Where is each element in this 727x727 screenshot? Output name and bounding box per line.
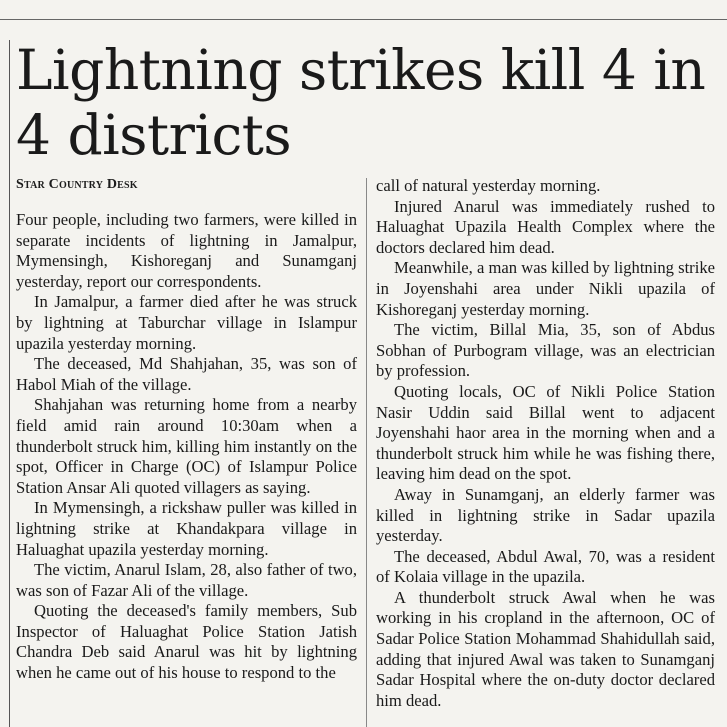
article-column-left [16,210,357,684]
left-column-rule [9,40,10,727]
paragraph: Away in Sunamganj, an elderly farmer was killed in lightning strike in Sadar upazila yesterday. [376,484,715,546]
column-divider [366,178,367,727]
paragraph: Quoting the deceased's family members, Sub Inspector of Haluaghat Police Station Jatish Chandra Deb said Anarul was hit by lightning when he came out of his house to respond to the [16,601,357,683]
byline: Star Country Desk [16,177,138,192]
paragraph: In Jamalpur, a farmer died after he was struck by lightning at Taburchar village in Islampur upazila yesterday morning. [16,292,357,353]
paragraph: Quoting locals, OC of Nikli Police Station Nasir Uddin said Billal went to adjacent Joyenshahi haor area in the morning when and a thunderbolt struck him while he was fishing there, leaving him dead on the spot. [376,381,715,484]
paragraph: In Mymensingh, a rickshaw puller was killed in lightning strike at Khandakpara village in Haluaghat upazila yesterday morning. [16,498,357,559]
paragraph: Meanwhile, a man was killed by lightning strike in Joyenshahi area under Nikli upazila of Kishoreganj yesterday morning. [376,258,715,319]
article-column-right [376,176,715,711]
paragraph: Injured Anarul was immediately rushed to Haluaghat Upazila Health Complex where the doctors declared him dead. [376,196,715,257]
paragraph: A thunderbolt struck Awal when he was working in his cropland in the afternoon, OC of Sadar Police Station Mohammad Shahidullah said, adding that injured Awal was taken to Sunamganj Sadar Hospital where the on-duty doctor declared him dead. [376,587,715,710]
paragraph: call of natural yesterday morning. [376,176,601,195]
paragraph: Four people, including two farmers, were killed in separate incidents of lightning in Jamalpur, Mymensingh, Kishoreganj and Sunamganj yesterday, report our correspondents. [16,210,357,291]
top-divider [0,19,727,20]
paragraph: The victim, Anarul Islam, 28, also father of two, was son of Fazar Ali of the village. [16,560,357,600]
paragraph: The deceased, Md Shahjahan, 35, was son of Habol Miah of the village. [16,354,357,394]
paragraph: The victim, Billal Mia, 35, son of Abdus Sobhan of Purbogram village, was an electrician by profession. [376,320,715,381]
headline: Lightning strikes kill 4 in 4 districts [16,38,706,167]
paragraph: Shahjahan was returning home from a nearby field amid rain around 10:30am when a thunderbolt struck him, killing him instantly on the spot, Officer in Charge (OC) of Islampur Police Station Ansar Ali quoted villagers as saying. [16,395,357,497]
paragraph: The deceased, Abdul Awal, 70, was a resident of Kolaia village in the upazila. [376,546,715,587]
